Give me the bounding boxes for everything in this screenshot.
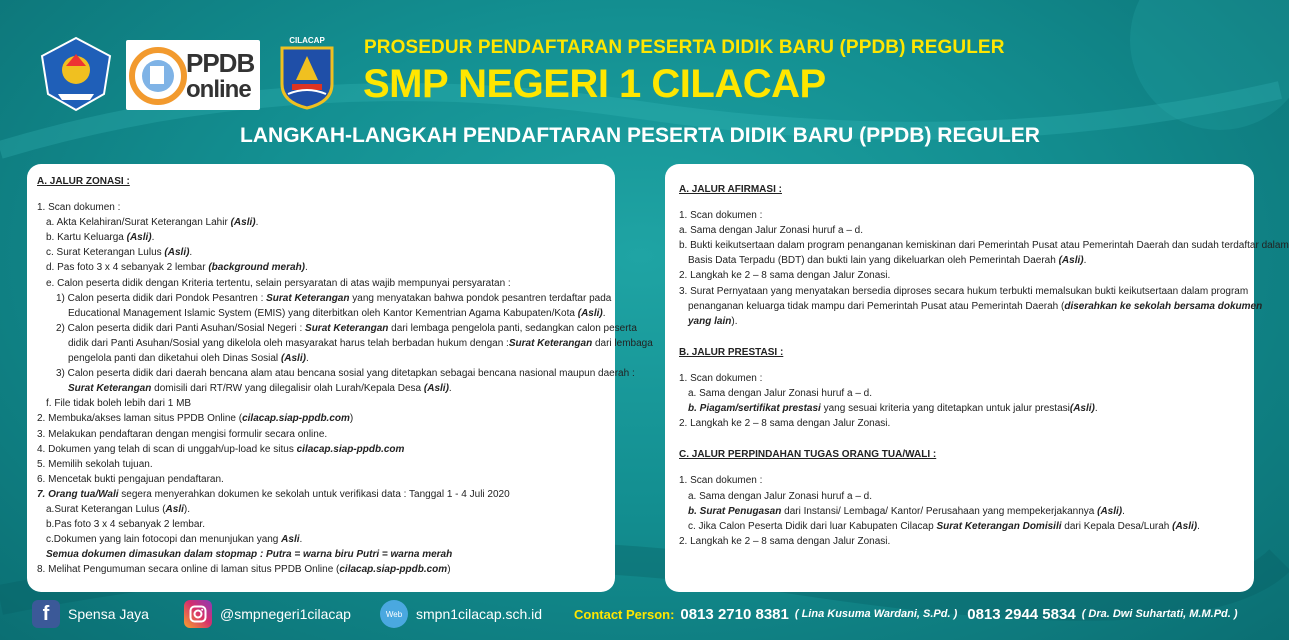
zonasi-step-6: 6. Mencetak bukti pengajuan pendaftaran. [37,473,224,485]
afirmasi-step-1b: b. Bukti keikutsertaan dalam program penanganan kemiskinan dari Pemerintah Pusat atau Pemerintah Daerah dan sudah terdaftar dalam [679,240,1289,252]
zonasi-step-1d: d. Pas foto 3 x 4 sebanyak 2 lembar (background merah). [46,262,308,274]
cilacap-regency-logo [278,36,336,110]
afirmasi-step-3-cont: penanganan keluarga tidak mampu dari Pemerintah Pusat atau Pemerintah Daerah (diserahkan ke sekolah bersama dokumen [688,300,1263,312]
contact-phone-2[interactable]: 0813 2944 5834 [967,605,1076,623]
zonasi-step-1e2: 2) Calon peserta didik dari Panti Asuhan/Sosial Negeri : Surat Keterangan dari lembaga pengelola panti, sedangkan calon peserta [56,322,637,334]
website-url: smpn1cilacap.sch.id [416,606,543,622]
perpindahan-step-1: 1. Scan dokumen : [679,475,763,487]
contact-name-2: ( Dra. Dwi Suhartati, M.M.Pd. ) [1081,608,1238,620]
zonasi-step-5: 5. Memilih sekolah tujuan. [37,458,153,470]
zonasi-step-7a: a.Surat Keterangan Lulus (Asli). [46,503,190,515]
zonasi-step-1: 1. Scan dokumen : [37,202,121,214]
cilacap-logo-label: CILACAP [289,36,325,45]
facebook-icon: f [32,600,60,628]
prestasi-heading: B. JALUR PRESTASI : [679,346,784,358]
afirmasi-step-3: 3. Surat Pernyataan yang menyatakan bersedia diproses secara hukum terbukti memalsukan bukti keikutsertaan dalam program [679,285,1249,297]
tut-wuri-handayani-logo [38,36,114,112]
ppdb-logo-text-top: PPDB [186,48,255,78]
perpindahan-step-2: 2. Langkah ke 2 – 8 sama dengan Jalur Zonasi. [679,535,891,547]
contact-person [574,598,1238,630]
web-globe-icon: Web [380,600,408,628]
zonasi-step-7: 7. Orang tua/Wali segera menyerahkan dokumen ke sekolah untuk verifikasi data : Tanggal 1 - 4 Juli 2020 [37,488,510,500]
zonasi-step-1e1-cont: Educational Management Islamic System (EMIS) yang diterbitkan oleh Kantor Kementrian Agama Kabupaten/Kota (Asli). [68,307,606,319]
zonasi-step-7b: b.Pas foto 3 x 4 sebanyak 2 lembar. [46,519,205,531]
facebook-name: Spensa Jaya [68,606,149,622]
zonasi-step-8: 8. Melihat Pengumuman secara online di laman situs PPDB Online (cilacap.siap-ppdb.com) [37,564,451,576]
procedure-title: PROSEDUR PENDAFTARAN PESERTA DIDIK BARU (PPDB) REGULER [364,37,1005,58]
zonasi-step-1e2-cont2: pengelola panti dan diketahui oleh Dinas Sosial (Asli). [68,353,309,365]
zonasi-step-7-note: Semua dokumen dimasukan dalam stopmap : Putra = warna biru Putri = warna merah [46,549,453,561]
zonasi-step-1b: b. Kartu Keluarga (Asli). [46,232,155,244]
zonasi-step-7c: c.Dokumen yang lain fotocopi dan menunjukan yang Asli. [46,534,303,546]
zonasi-step-4: 4. Dokumen yang telah di scan di unggah/up-load ke situs cilacap.siap-ppdb.com [37,443,405,455]
perpindahan-heading: C. JALUR PERPINDAHAN TUGAS ORANG TUA/WALI : [679,449,937,461]
prestasi-step-2: 2. Langkah ke 2 – 8 sama dengan Jalur Zonasi. [679,418,891,430]
instagram-contact[interactable] [184,598,351,630]
zonasi-heading: A. JALUR ZONASI : [37,176,130,187]
zonasi-step-1e: e. Calon peserta didik dengan Kriteria tertentu, selain persyaratan di atas wajib mempunyai persyaratan : [46,277,511,289]
other-routes-panel [665,164,1289,592]
school-name: SMP NEGERI 1 CILACAP [363,62,826,106]
contact-phone-1[interactable]: 0813 2710 8381 [680,605,789,623]
zonasi-step-3: 3. Melakukan pendaftaran dengan mengisi formulir secara online. [37,428,328,440]
perpindahan-step-1c: c. Jika Calon Peserta Didik dari luar Kabupaten Cilacap Surat Keterangan Domisili dari Kepala Desa/Lurah (Asli). [688,520,1200,532]
zonasi-step-1e1: 1) Calon peserta didik dari Pondok Pesantren : Surat Keterangan yang menyatakan bahwa pondok pesantren terdaftar pada [56,292,612,304]
zonasi-step-1c: c. Surat Keterangan Lulus (Asli). [46,247,193,259]
zonasi-panel [27,164,653,592]
prestasi-step-1b: b. Piagam/sertifikat prestasi yang sesuai kriteria yang ditetapkan untuk jalur prestasi(Asli). [688,403,1098,415]
afirmasi-step-1: 1. Scan dokumen : [679,210,763,222]
zonasi-step-1e3: 3) Calon peserta didik dari daerah bencana alam atau bencana sosial yang ditetapkan sebagai bencana nasional maupun daerah : [56,368,635,380]
zonasi-step-1e3-cont: Surat Keterangan domisili dari RT/RW yang dilegalisir olah Lurah/Kepala Desa (Asli). [68,383,452,395]
website-contact[interactable] [380,598,542,630]
prestasi-step-1: 1. Scan dokumen : [679,372,763,384]
steps-subtitle: LANGKAH-LANGKAH PENDAFTARAN PESERTA DIDIK BARU (PPDB) REGULER [240,124,1040,147]
instagram-handle: @smpnegeri1cilacap [220,606,351,622]
zonasi-step-1e2-cont: didik dari Panti Asuhan/Sosial yang dikelola oleh masyarakat harus telah berbadan hukum dengan :Surat Keterangan dari lembaga [68,337,653,349]
ppdb-logo-text-bottom: online [186,76,251,103]
afirmasi-step-2: 2. Langkah ke 2 – 8 sama dengan Jalur Zonasi. [679,270,891,282]
instagram-icon [184,600,212,628]
zonasi-step-1a: a. Akta Kelahiran/Surat Keterangan Lahir (Asli). [46,217,259,229]
prestasi-step-1a: a. Sama dengan Jalur Zonasi huruf a – d. [688,388,873,400]
afirmasi-step-3-cont2: yang lain). [688,315,738,327]
afirmasi-step-1a: a. Sama dengan Jalur Zonasi huruf a – d. [679,225,864,237]
contact-name-1: ( Lina Kusuma Wardani, S.Pd. ) [794,608,958,620]
perpindahan-step-1a: a. Sama dengan Jalur Zonasi huruf a – d. [688,490,873,502]
facebook-contact[interactable] [32,598,149,630]
zonasi-step-2: 2. Membuka/akses laman situs PPDB Online (cilacap.siap-ppdb.com) [37,413,354,425]
perpindahan-step-1b: b. Surat Penugasan dari Instansi/ Lembaga/ Kantor/ Perusahaan yang mempekerjakannya (Asli). [688,505,1125,517]
contact-person-label: Contact Person: [574,606,675,622]
ppdb-online-logo [126,40,260,110]
afirmasi-step-1b-cont: Basis Data Terpadu (BDT) dan bukti lain yang dikeluarkan oleh Pemerintah Daerah (Asli). [688,255,1087,267]
afirmasi-heading: A. JALUR AFIRMASI : [679,184,782,195]
zonasi-step-1f: f. File tidak boleh lebih dari 1 MB [46,398,192,410]
